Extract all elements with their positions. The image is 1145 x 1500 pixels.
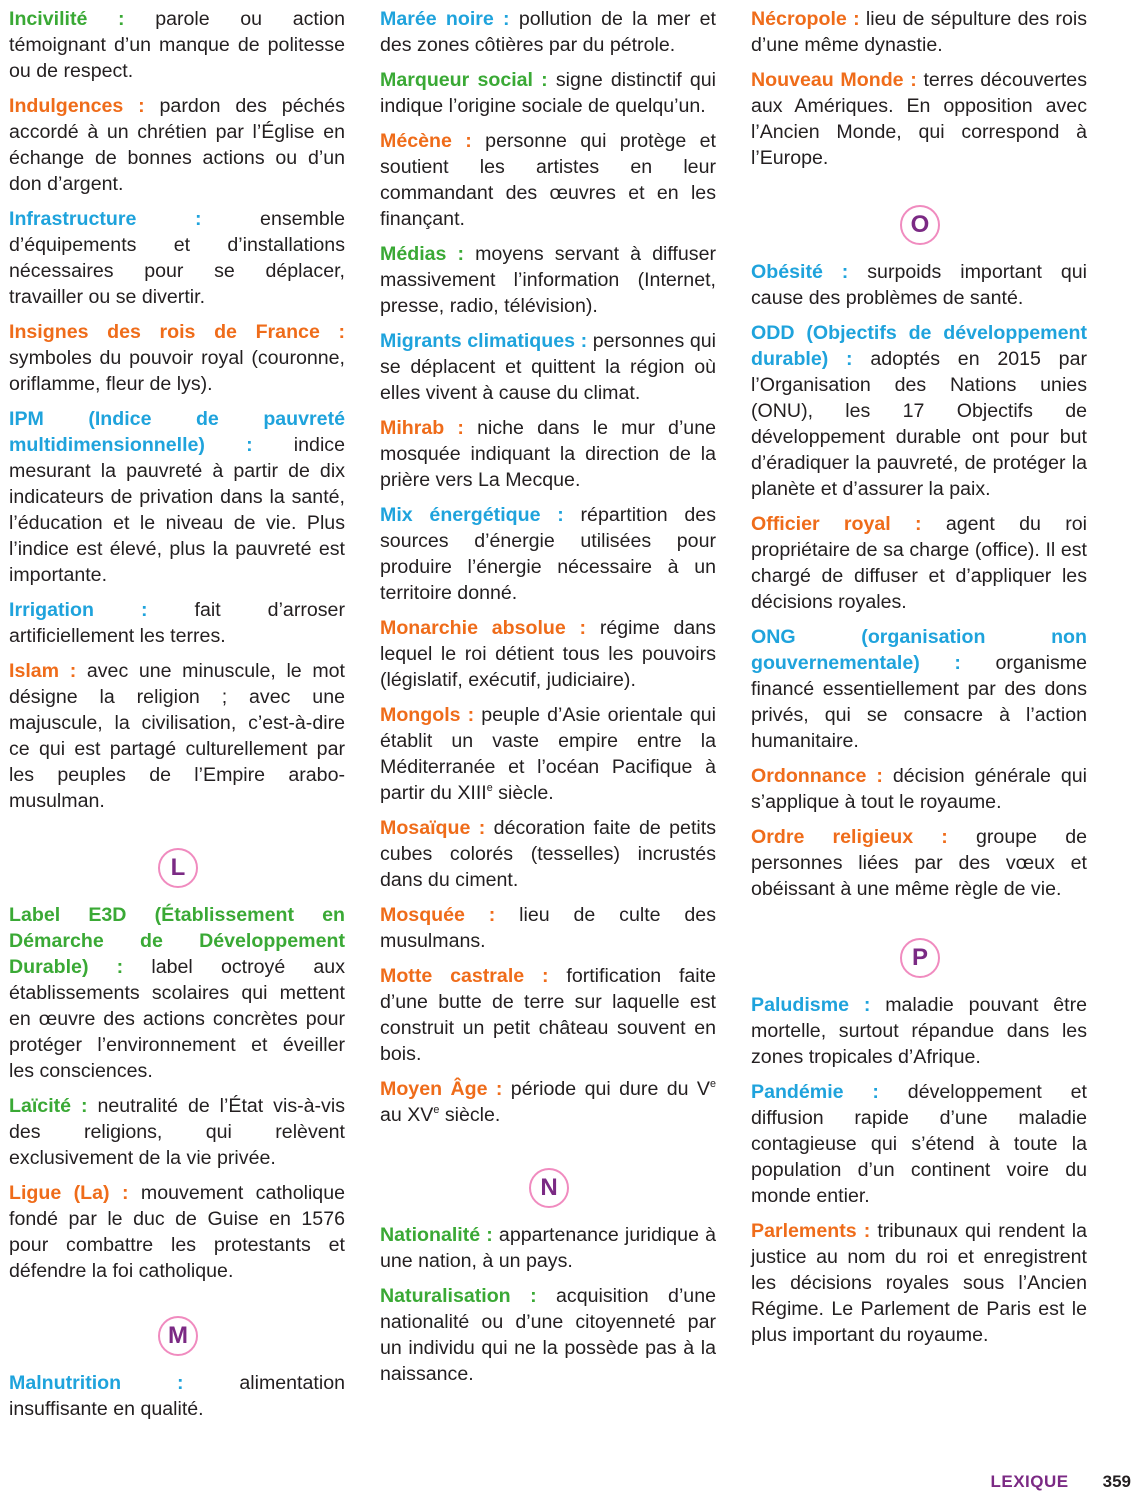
definition: répartition des sources d’énergie utilisées pour produire l’énergie nécessaire à un territoire donné. bbox=[380, 504, 716, 604]
term: Mongols : bbox=[380, 704, 475, 726]
entry-laicite bbox=[9, 1093, 345, 1171]
term: Paludisme : bbox=[751, 994, 871, 1016]
entry-nationalite bbox=[380, 1222, 716, 1274]
definition: adoptés en 2015 par l’Organisation des Nations unies (ONU), les 17 Objectifs de développement durable ont pour but d’éradiquer la pauvreté, de protéger la planète et d’assurer la paix. bbox=[751, 348, 1088, 500]
entry-motte-castrale bbox=[380, 963, 716, 1067]
entry-insignes bbox=[9, 319, 345, 397]
definition-end: siècle. bbox=[439, 1104, 501, 1126]
definition: ensemble d’équipements et d’installations nécessaires pour se déplacer, travailler ou se divertir. bbox=[9, 208, 346, 308]
entry-pandemie bbox=[751, 1079, 1087, 1209]
entry-infrastructure bbox=[9, 206, 345, 310]
term: Nécropole : bbox=[751, 8, 860, 30]
definition: tribunaux qui rendent la justice au nom du roi et enregistrent les décisions royales sous l’Ancien Régime. Le Parlement de Paris est le plus important du royaume. bbox=[751, 1220, 1087, 1346]
column-3 bbox=[751, 6, 1087, 1357]
term: Marée noire : bbox=[380, 8, 510, 30]
term: Ordonnance : bbox=[751, 765, 883, 787]
entry-migrants bbox=[380, 328, 716, 406]
term: Mix énergétique : bbox=[380, 504, 564, 526]
superscript: e bbox=[710, 1077, 717, 1090]
entry-necropole bbox=[751, 6, 1087, 58]
definition: acquisition d’une nationalité ou d’une citoyenneté par un individu qui ne la possède pas à la naissance. bbox=[380, 1285, 716, 1385]
definition: terres découvertes aux Amériques. En opposition avec l’Ancien Monde, qui correspond à l’Europe. bbox=[751, 69, 1087, 169]
entry-ipm bbox=[9, 406, 345, 588]
entry-medias bbox=[380, 241, 716, 319]
definition: régime dans lequel le roi détient tous les pouvoirs (législatif, exécutif, judiciaire). bbox=[380, 617, 716, 691]
term: Insignes des rois de France : bbox=[9, 321, 345, 343]
term: ODD (Objectifs de développement durable) : bbox=[751, 322, 1087, 370]
entry-marqueur-social bbox=[380, 67, 716, 119]
section-letter-o: O bbox=[900, 205, 940, 245]
entry-ong bbox=[751, 624, 1087, 754]
section-letter-l: L bbox=[158, 848, 198, 888]
definition-end: siècle. bbox=[492, 782, 554, 804]
definition: neutralité de l’État vis-à-vis des religions, qui relèvent exclusivement de la vie privée. bbox=[9, 1095, 346, 1169]
definition-mid: au XV bbox=[380, 1104, 434, 1126]
definition: développement et diffusion rapide d’une maladie contagieuse qui s’étend à toute la population d’un continent voire du monde entier. bbox=[751, 1081, 1087, 1207]
entry-mecene bbox=[380, 128, 716, 232]
term: Malnutrition : bbox=[9, 1372, 184, 1394]
term: Laïcité : bbox=[9, 1095, 88, 1117]
definition: maladie pouvant être mortelle, surtout répandue dans les zones tropicales d’Afrique. bbox=[751, 994, 1087, 1068]
definition: décision générale qui s’applique à tout le royaume. bbox=[751, 765, 1087, 813]
term: Motte castrale : bbox=[380, 965, 549, 987]
entry-parlements bbox=[751, 1218, 1087, 1348]
term: Irrigation : bbox=[9, 599, 148, 621]
entry-incivilite bbox=[9, 6, 345, 84]
term: Naturalisation : bbox=[380, 1285, 537, 1307]
definition: personnes qui se déplacent et quittent la région où elles vivent à cause du climat. bbox=[380, 330, 716, 404]
term: Médias : bbox=[380, 243, 465, 265]
definition: agent du roi propriétaire de sa charge (office). Il est chargé de diffuser et d’appliquer les décisions royales. bbox=[751, 513, 1087, 613]
term: Monarchie absolue : bbox=[380, 617, 587, 639]
section-label: LEXIQUE bbox=[990, 1472, 1069, 1491]
definition: décoration faite de petits cubes colorés (tesselles) incrustés dans du ciment. bbox=[380, 817, 716, 891]
entry-ordre-religieux bbox=[751, 824, 1087, 902]
section-letter-p: P bbox=[900, 938, 940, 978]
entry-obesite bbox=[751, 259, 1087, 311]
entry-paludisme bbox=[751, 992, 1087, 1070]
definition: parole ou action témoignant d’un manque de politesse ou de respect. bbox=[9, 8, 345, 82]
entry-mosquee bbox=[380, 902, 716, 954]
term: Islam : bbox=[9, 660, 77, 682]
definition: symboles du pouvoir royal (couronne, oriflamme, fleur de lys). bbox=[9, 347, 345, 395]
column-1 bbox=[9, 6, 345, 1431]
term: Moyen Âge : bbox=[380, 1078, 503, 1100]
entry-monarchie bbox=[380, 615, 716, 693]
definition: lieu de sépulture des rois d’une même dynastie. bbox=[751, 8, 1087, 56]
entry-malnutrition bbox=[9, 1370, 345, 1422]
term: Nationalité : bbox=[380, 1224, 493, 1246]
definition: alimentation insuffisante en qualité. bbox=[9, 1372, 345, 1420]
term: Marqueur social : bbox=[380, 69, 548, 91]
page-footer bbox=[991, 1472, 1132, 1492]
term: IPM (Indice de pauvreté multidimensionnelle) : bbox=[9, 408, 345, 456]
superscript: e bbox=[433, 1103, 440, 1116]
term: Ligue (La) : bbox=[9, 1182, 129, 1204]
entry-ligue bbox=[9, 1180, 345, 1284]
definition: indice mesurant la pauvreté à partir de dix indicateurs de privation dans la santé, l’éducation et le niveau de vie. Plus l’indice est élevé, plus la pauvreté est importante. bbox=[9, 434, 345, 586]
definition: surpoids important qui cause des problèmes de santé. bbox=[751, 261, 1087, 309]
term: Nouveau Monde : bbox=[751, 69, 917, 91]
term: Indulgences : bbox=[9, 95, 145, 117]
definition: groupe de personnes liées par des vœux et obéissant à une même règle de vie. bbox=[751, 826, 1087, 900]
section-letter-n: N bbox=[529, 1168, 569, 1208]
term: Pandémie : bbox=[751, 1081, 879, 1103]
definition: mouvement catholique fondé par le duc de Guise en 1576 pour combattre les protestants et défendre la foi catholique. bbox=[9, 1182, 346, 1282]
entry-indulgences bbox=[9, 93, 345, 197]
term: Parlements : bbox=[751, 1220, 871, 1242]
definition: label octroyé aux établissements scolaires qui mettent en œuvre des actions concrètes pour protéger l’environnement et éveiller les consciences. bbox=[9, 956, 345, 1082]
entry-moyen-age bbox=[380, 1076, 716, 1128]
entry-naturalisation bbox=[380, 1283, 716, 1387]
entry-odd bbox=[751, 320, 1087, 502]
section-letter-m: M bbox=[158, 1316, 198, 1356]
entry-mosaique bbox=[380, 815, 716, 893]
definition: avec une minuscule, le mot désigne la religion ; avec une majuscule, la civilisation, c’est-à-dire ce qui est partagé culturellement par les peuples de l’Empire arabo-musulman. bbox=[9, 660, 345, 812]
term: Mosquée : bbox=[380, 904, 496, 926]
term: ONG (organisation non gouvernementale) : bbox=[751, 626, 1087, 674]
entry-mongols bbox=[380, 702, 716, 806]
definition: peuple d’Asie orientale qui établit un vaste empire entre la Méditerranée et l’océan Pacifique à partir du XIII bbox=[380, 704, 716, 804]
entry-islam bbox=[9, 658, 345, 814]
definition: organisme financé essentiellement par des dons privés, qui se consacre à l’action humanitaire. bbox=[751, 652, 1087, 752]
definition: période qui dure du V bbox=[502, 1078, 711, 1100]
term: Incivilité : bbox=[9, 8, 125, 30]
entry-mihrab bbox=[380, 415, 716, 493]
entry-irrigation bbox=[9, 597, 345, 649]
term: Officier royal : bbox=[751, 513, 922, 535]
term: Migrants climatiques : bbox=[380, 330, 588, 352]
column-2 bbox=[380, 6, 716, 1396]
entry-mix-energetique bbox=[380, 502, 716, 606]
definition: lieu de culte des musulmans. bbox=[380, 904, 716, 952]
definition: moyens servant à diffuser massivement l’information (Internet, presse, radio, télévision). bbox=[380, 243, 716, 317]
term: Mihrab : bbox=[380, 417, 464, 439]
term: Infrastructure : bbox=[9, 208, 202, 230]
definition: pardon des péchés accordé à un chrétien par l’Église en échange de bonnes actions ou d’un don d’argent. bbox=[9, 95, 345, 195]
term: Ordre religieux : bbox=[751, 826, 948, 848]
definition: signe distinctif qui indique l’origine sociale de quelqu’un. bbox=[380, 69, 716, 117]
superscript: e bbox=[486, 781, 493, 794]
definition: appartenance juridique à une nation, à un pays. bbox=[380, 1224, 716, 1272]
entry-ordonnance bbox=[751, 763, 1087, 815]
term: Obésité : bbox=[751, 261, 849, 283]
entry-nouveau-monde bbox=[751, 67, 1087, 171]
entry-label-e3d bbox=[9, 902, 345, 1084]
definition: pollution de la mer et des zones côtières par du pétrole. bbox=[380, 8, 716, 56]
definition: fait d’arroser artificiellement les terres. bbox=[9, 599, 345, 647]
term: Mosaïque : bbox=[380, 817, 486, 839]
definition: niche dans le mur d’une mosquée indiquant la direction de la prière vers La Mecque. bbox=[380, 417, 716, 491]
definition: personne qui protège et soutient les artistes en leur commandant des œuvres et en les finançant. bbox=[380, 130, 716, 230]
term: Label E3D (Établissement en Démarche de Développement Durable) : bbox=[9, 904, 345, 978]
entry-maree-noire bbox=[380, 6, 716, 58]
definition: fortification faite d’une butte de terre sur laquelle est construit un petit château souvent en bois. bbox=[380, 965, 716, 1065]
entry-officier-royal bbox=[751, 511, 1087, 615]
page-number: 359 bbox=[1102, 1472, 1131, 1491]
term: Mécène : bbox=[380, 130, 472, 152]
